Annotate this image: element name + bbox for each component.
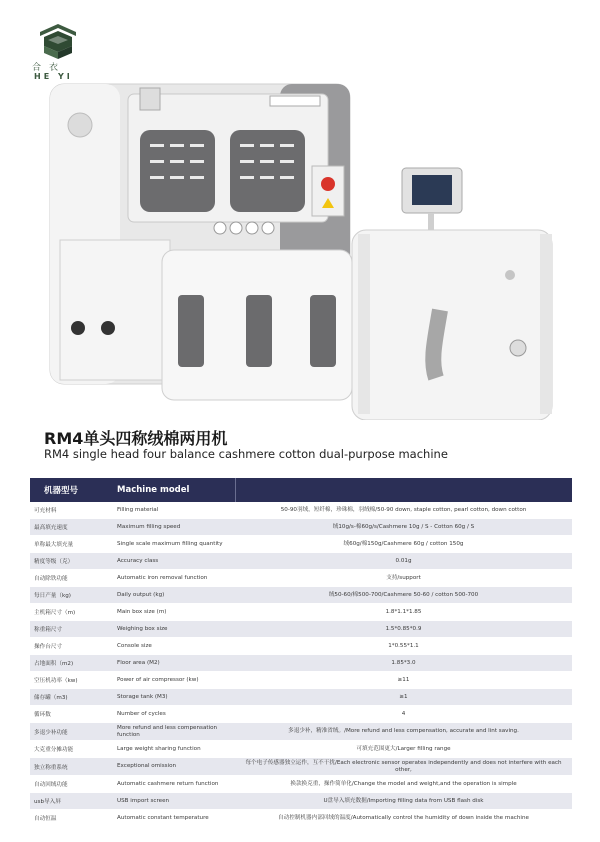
row-label-english: Main box size (m) xyxy=(117,608,167,615)
table-row xyxy=(30,758,572,776)
row-value: 每个电子传感器独立运作，互不干扰/Each electronic sensor operates independently and does not interfere with each other, xyxy=(245,760,562,773)
row-value: 多退少补，精准省绒。/More refund and less compensation, accurate and lint saving. xyxy=(288,728,519,735)
row-label-english: Daily output (kg) xyxy=(117,591,165,598)
row-value: 4 xyxy=(401,710,406,717)
logo-chinese: 合衣 xyxy=(32,63,67,73)
table-row xyxy=(30,604,572,621)
row-value: 0.01g xyxy=(395,557,412,564)
row-value: 换款换克重，操作简单化/Change the model and weight,and the operation is simple xyxy=(290,780,517,787)
row-label-english: Weighing box size xyxy=(117,625,168,632)
row-value: 可填充范围更大/Larger filling range xyxy=(356,745,451,752)
row-label-chinese: 多退少补功能 xyxy=(34,729,68,736)
table-row xyxy=(30,621,572,638)
table-row xyxy=(30,502,572,519)
table-body xyxy=(30,502,572,827)
row-value: 1.5*0.85*0.9 xyxy=(385,625,422,632)
table-row xyxy=(30,793,572,810)
row-value: 1.8*1.1*1.85 xyxy=(385,608,422,615)
row-label-english: Filling material xyxy=(117,506,159,513)
row-label-chinese: 大克重分摊功能 xyxy=(34,747,74,753)
table-row xyxy=(30,672,572,689)
header-value xyxy=(235,478,572,502)
row-label-english: USB import screen xyxy=(117,797,170,804)
row-label-chinese: 最高填充速度 xyxy=(34,525,68,531)
table-row xyxy=(30,536,572,553)
row-value: 支持/support xyxy=(386,574,421,581)
row-value: U盘导入填充数据/Importing filling data from USB flash disk xyxy=(323,797,484,804)
header-english: Machine model xyxy=(117,485,190,495)
row-label-chinese: 独立称重系统 xyxy=(34,764,68,771)
row-label-english: Console size xyxy=(117,642,152,649)
table-row xyxy=(30,655,572,672)
row-label-chinese: 精度等级（克） xyxy=(34,559,74,565)
table-row xyxy=(30,570,572,587)
company-logo xyxy=(30,22,90,82)
row-label-chinese: 自动除铁功能 xyxy=(34,576,68,582)
row-label-english: Exceptional omission xyxy=(117,763,177,770)
machine-photo xyxy=(40,80,560,420)
row-label-english: Accuracy class xyxy=(117,557,159,564)
row-label-chinese: 每日产量（kg) xyxy=(34,593,71,599)
table-row xyxy=(30,638,572,655)
row-value: 自动控制机器内部回绒的温度/Automatically control the humidity of down inside the machine xyxy=(278,814,529,821)
row-label-english: Power of air compressor (kw) xyxy=(117,676,199,683)
table-row xyxy=(30,723,572,741)
logo-english: HE YI xyxy=(34,72,73,81)
row-label-chinese: 空压机功率（kw) xyxy=(34,678,78,684)
row-label-english: Automatic constant temperature xyxy=(117,814,209,821)
table-header xyxy=(30,478,572,502)
row-label-chinese: 称重箱尺寸 xyxy=(34,627,62,633)
table-row xyxy=(30,810,572,827)
row-label-chinese: usb导入屏 xyxy=(34,799,61,805)
row-label-english: Automatic iron removal function xyxy=(117,574,208,581)
table-row xyxy=(30,587,572,604)
row-label-english: More refund and less compensation function xyxy=(117,725,218,738)
row-label-english: Automatic cashmere return function xyxy=(117,780,219,787)
row-value: 绒60g/棉150g/Cashmere 60g / cotton 150g xyxy=(343,540,464,547)
row-value: 绒10g/s-棉60g/s/Cashmere 10g / S - Cotton 60g / S xyxy=(332,523,475,530)
row-label-chinese: 单称最大填充量 xyxy=(34,542,74,548)
row-label-english: Storage tank (M3) xyxy=(117,693,168,700)
row-value: 1*0.55*1.1 xyxy=(388,642,419,649)
row-label-english: Single scale maximum filling quantity xyxy=(117,540,223,547)
row-label-chinese: 自动恒温 xyxy=(34,816,57,822)
table-row xyxy=(30,776,572,793)
row-value: 50-90羽绒，短纤棉，珍珠棉，羽绒棉/50-90 down, staple cotton, pearl cotton, down cotton xyxy=(280,506,527,513)
row-label-chinese: 储存罐（m3) xyxy=(34,695,68,701)
row-label-chinese: 操作台尺寸 xyxy=(34,644,62,650)
table-row xyxy=(30,689,572,706)
table-row xyxy=(30,741,572,758)
row-label-english: Floor area (M2) xyxy=(117,659,160,666)
row-value: ≥11 xyxy=(397,676,410,683)
row-label-chinese: 可充材料 xyxy=(34,508,57,514)
row-label-english: Number of cycles xyxy=(117,710,166,717)
table-row xyxy=(30,553,572,570)
row-value: ≥1 xyxy=(399,693,408,700)
row-value: 绒50-60/棉500-700/Cashmere 50-60 / cotton 500-700 xyxy=(328,591,479,598)
row-label-chinese: 循环数 xyxy=(34,712,51,718)
row-label-english: Maximum filling speed xyxy=(117,523,181,530)
logo-mark-icon xyxy=(38,22,78,60)
product-title-chinese: RM4单头四称绒棉两用机 xyxy=(44,429,228,448)
table-row xyxy=(30,519,572,536)
header-chinese: 机器型号 xyxy=(44,486,79,496)
row-value: 1.85*3.0 xyxy=(391,659,416,666)
specification-table xyxy=(30,478,572,827)
table-row xyxy=(30,706,572,723)
row-label-chinese: 自动回绒功能 xyxy=(34,782,68,788)
product-title-english: RM4 single head four balance cashmere cotton dual-purpose machine xyxy=(44,447,448,461)
row-label-chinese: 主机箱尺寸（m) xyxy=(34,610,76,616)
row-label-chinese: 占地面积（m2) xyxy=(34,661,74,667)
row-label-english: Large weight sharing function xyxy=(117,745,201,752)
